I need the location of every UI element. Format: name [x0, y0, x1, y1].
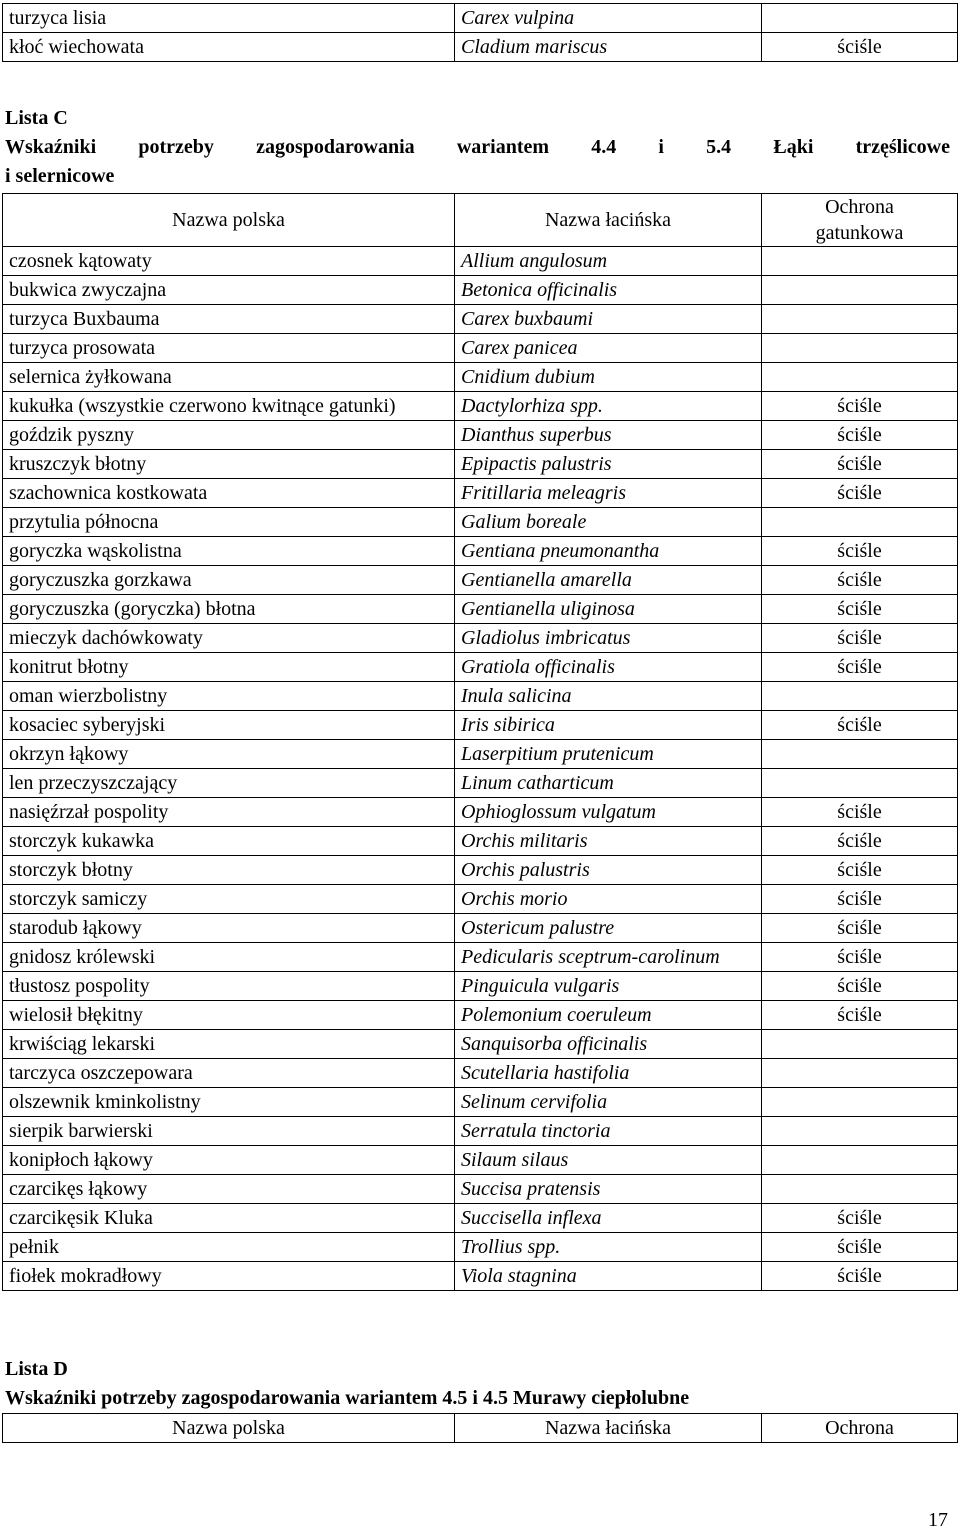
table-row	[3, 1001, 958, 1030]
table-row	[3, 624, 958, 653]
latin-name-cell: Gratiola officinalis	[455, 653, 762, 682]
latin-name-cell: Gentianella uliginosa	[455, 595, 762, 624]
protection-cell: ściśle	[762, 943, 958, 972]
latin-name-cell: Selinum cervifolia	[455, 1088, 762, 1117]
polish-name-cell: krwiściąg lekarski	[3, 1030, 455, 1059]
polish-name-cell: goryczka wąskolistna	[3, 537, 455, 566]
latin-name-cell: Ophioglossum vulgatum	[455, 798, 762, 827]
table-row	[3, 943, 958, 972]
table-row	[3, 682, 958, 711]
table-row	[3, 1262, 958, 1291]
latin-name-cell: Silaum silaus	[455, 1146, 762, 1175]
protection-cell	[762, 1175, 958, 1204]
latin-name-cell: Carex vulpina	[455, 4, 762, 33]
table-row	[3, 1117, 958, 1146]
polish-name-cell: goryczuszka gorzkawa	[3, 566, 455, 595]
latin-name-cell: Ostericum palustre	[455, 914, 762, 943]
protection-cell	[762, 276, 958, 305]
header-latin-name: Nazwa łacińska	[455, 1414, 762, 1443]
list-d-subtitle: Wskaźniki potrzeby zagospodarowania wariantem 4.5 i 4.5 Murawy ciepłolubne	[5, 1387, 690, 1409]
top-table	[2, 3, 958, 62]
polish-name-cell: kłoć wiechowata	[3, 33, 455, 62]
polish-name-cell: sierpik barwierski	[3, 1117, 455, 1146]
protection-cell: ściśle	[762, 537, 958, 566]
protection-cell: ściśle	[762, 479, 958, 508]
protection-cell: ściśle	[762, 827, 958, 856]
latin-name-cell: Orchis palustris	[455, 856, 762, 885]
polish-name-cell: kukułka (wszystkie czerwono kwitnące gatunki)	[3, 392, 455, 421]
protection-cell	[762, 682, 958, 711]
polish-name-cell: turzyca lisia	[3, 4, 455, 33]
table-row	[3, 421, 958, 450]
protection-cell: ściśle	[762, 421, 958, 450]
latin-name-cell: Dianthus superbus	[455, 421, 762, 450]
header-protection: Ochrona	[762, 1414, 958, 1443]
polish-name-cell: kosaciec syberyjski	[3, 711, 455, 740]
latin-name-cell: Pedicularis sceptrum-carolinum	[455, 943, 762, 972]
table-row	[3, 450, 958, 479]
polish-name-cell: tłustosz pospolity	[3, 972, 455, 1001]
table-row	[3, 1204, 958, 1233]
header-polish-name: Nazwa polska	[3, 1414, 455, 1443]
list-d-title: Lista D	[5, 1358, 68, 1380]
table-row	[3, 914, 958, 943]
polish-name-cell: mieczyk dachówkowaty	[3, 624, 455, 653]
table-row	[3, 653, 958, 682]
latin-name-cell: Serratula tinctoria	[455, 1117, 762, 1146]
protection-cell	[762, 1030, 958, 1059]
protection-cell	[762, 1117, 958, 1146]
polish-name-cell: gnidosz królewski	[3, 943, 455, 972]
polish-name-cell: konitrut błotny	[3, 653, 455, 682]
polish-name-cell: turzyca Buxbauma	[3, 305, 455, 334]
table-row	[3, 33, 958, 62]
protection-cell: ściśle	[762, 33, 958, 62]
protection-cell	[762, 508, 958, 537]
polish-name-cell: wielosił błękitny	[3, 1001, 455, 1030]
latin-name-cell: Sanquisorba officinalis	[455, 1030, 762, 1059]
protection-cell: ściśle	[762, 914, 958, 943]
protection-cell: ściśle	[762, 450, 958, 479]
table-row	[3, 1233, 958, 1262]
polish-name-cell: konipłoch łąkowy	[3, 1146, 455, 1175]
latin-name-cell: Pinguicula vulgaris	[455, 972, 762, 1001]
latin-name-cell: Carex buxbaumi	[455, 305, 762, 334]
table-row	[3, 305, 958, 334]
table-row	[3, 566, 958, 595]
list-c-title: Lista C	[5, 107, 68, 129]
polish-name-cell: olszewnik kminkolistny	[3, 1088, 455, 1117]
protection-cell	[762, 740, 958, 769]
list-c-subtitle-line2: i selernicowe	[5, 165, 115, 187]
polish-name-cell: goździk pyszny	[3, 421, 455, 450]
latin-name-cell: Orchis morio	[455, 885, 762, 914]
table-row	[3, 392, 958, 421]
table-row	[3, 537, 958, 566]
protection-cell	[762, 334, 958, 363]
polish-name-cell: czarcikęsik Kluka	[3, 1204, 455, 1233]
header-protection-line1: Ochrona	[825, 196, 894, 218]
table-row	[3, 479, 958, 508]
protection-cell: ściśle	[762, 653, 958, 682]
table-row	[3, 595, 958, 624]
polish-name-cell: szachownica kostkowata	[3, 479, 455, 508]
polish-name-cell: kruszczyk błotny	[3, 450, 455, 479]
list-c-subtitle-line1: Wskaźniki potrzeby zagospodarowania wariantem 4.4 i 5.4 Łąki trzęślicowe	[5, 136, 950, 158]
latin-name-cell: Polemonium coeruleum	[455, 1001, 762, 1030]
protection-cell: ściśle	[762, 972, 958, 1001]
polish-name-cell: turzyca prosowata	[3, 334, 455, 363]
latin-name-cell: Cnidium dubium	[455, 363, 762, 392]
protection-cell: ściśle	[762, 1204, 958, 1233]
latin-name-cell: Gentiana pneumonantha	[455, 537, 762, 566]
protection-cell	[762, 247, 958, 276]
latin-name-cell: Dactylorhiza spp.	[455, 392, 762, 421]
table-row	[3, 856, 958, 885]
table-row	[3, 1146, 958, 1175]
polish-name-cell: starodub łąkowy	[3, 914, 455, 943]
polish-name-cell: oman wierzbolistny	[3, 682, 455, 711]
latin-name-cell: Inula salicina	[455, 682, 762, 711]
table-row	[3, 972, 958, 1001]
header-polish-name: Nazwa polska	[3, 194, 455, 247]
latin-name-cell: Linum catharticum	[455, 769, 762, 798]
page-number: 17	[928, 1509, 948, 1531]
table-row	[3, 885, 958, 914]
table-row	[3, 4, 958, 33]
protection-cell	[762, 363, 958, 392]
latin-name-cell: Gladiolus imbricatus	[455, 624, 762, 653]
latin-name-cell: Carex panicea	[455, 334, 762, 363]
table-row	[3, 334, 958, 363]
table-row	[3, 276, 958, 305]
protection-cell: ściśle	[762, 856, 958, 885]
protection-cell: ściśle	[762, 1262, 958, 1291]
protection-cell: ściśle	[762, 885, 958, 914]
latin-name-cell: Gentianella amarella	[455, 566, 762, 595]
polish-name-cell: storczyk błotny	[3, 856, 455, 885]
protection-cell	[762, 4, 958, 33]
latin-name-cell: Trollius spp.	[455, 1233, 762, 1262]
polish-name-cell: bukwica zwyczajna	[3, 276, 455, 305]
list-c-header-row	[3, 194, 958, 247]
polish-name-cell: czarcikęs łąkowy	[3, 1175, 455, 1204]
latin-name-cell: Iris sibirica	[455, 711, 762, 740]
table-row	[3, 1088, 958, 1117]
protection-cell	[762, 1146, 958, 1175]
header-protection	[762, 194, 958, 247]
table-row	[3, 769, 958, 798]
latin-name-cell: Laserpitium prutenicum	[455, 740, 762, 769]
table-row	[3, 508, 958, 537]
table-row	[3, 827, 958, 856]
latin-name-cell: Allium angulosum	[455, 247, 762, 276]
protection-cell: ściśle	[762, 798, 958, 827]
protection-cell	[762, 1059, 958, 1088]
polish-name-cell: czosnek kątowaty	[3, 247, 455, 276]
latin-name-cell: Fritillaria meleagris	[455, 479, 762, 508]
polish-name-cell: pełnik	[3, 1233, 455, 1262]
protection-cell: ściśle	[762, 711, 958, 740]
polish-name-cell: nasięźrzał pospolity	[3, 798, 455, 827]
polish-name-cell: okrzyn łąkowy	[3, 740, 455, 769]
table-row	[3, 740, 958, 769]
header-latin-name: Nazwa łacińska	[455, 194, 762, 247]
latin-name-cell: Cladium mariscus	[455, 33, 762, 62]
table-row	[3, 1030, 958, 1059]
protection-cell: ściśle	[762, 1233, 958, 1262]
table-row	[3, 798, 958, 827]
polish-name-cell: fiołek mokradłowy	[3, 1262, 455, 1291]
table-row	[3, 1175, 958, 1204]
polish-name-cell: selernica żyłkowana	[3, 363, 455, 392]
protection-cell: ściśle	[762, 392, 958, 421]
list-d-table	[2, 1413, 958, 1443]
protection-cell	[762, 1088, 958, 1117]
protection-cell: ściśle	[762, 566, 958, 595]
polish-name-cell: przytulia północna	[3, 508, 455, 537]
protection-cell: ściśle	[762, 595, 958, 624]
polish-name-cell: goryczuszka (goryczka) błotna	[3, 595, 455, 624]
latin-name-cell: Epipactis palustris	[455, 450, 762, 479]
polish-name-cell: tarczyca oszczepowara	[3, 1059, 455, 1088]
protection-cell	[762, 769, 958, 798]
latin-name-cell: Viola stagnina	[455, 1262, 762, 1291]
polish-name-cell: storczyk kukawka	[3, 827, 455, 856]
protection-cell	[762, 305, 958, 334]
table-row	[3, 711, 958, 740]
list-d-header-row	[3, 1414, 958, 1443]
polish-name-cell: len przeczyszczający	[3, 769, 455, 798]
polish-name-cell: storczyk samiczy	[3, 885, 455, 914]
latin-name-cell: Betonica officinalis	[455, 276, 762, 305]
latin-name-cell: Succisella inflexa	[455, 1204, 762, 1233]
latin-name-cell: Scutellaria hastifolia	[455, 1059, 762, 1088]
table-row	[3, 247, 958, 276]
protection-cell: ściśle	[762, 1001, 958, 1030]
latin-name-cell: Orchis militaris	[455, 827, 762, 856]
latin-name-cell: Galium boreale	[455, 508, 762, 537]
latin-name-cell: Succisa pratensis	[455, 1175, 762, 1204]
header-protection-line2: gatunkowa	[815, 222, 904, 244]
protection-cell: ściśle	[762, 624, 958, 653]
table-row	[3, 1059, 958, 1088]
table-row	[3, 363, 958, 392]
list-c-table	[2, 193, 958, 1291]
